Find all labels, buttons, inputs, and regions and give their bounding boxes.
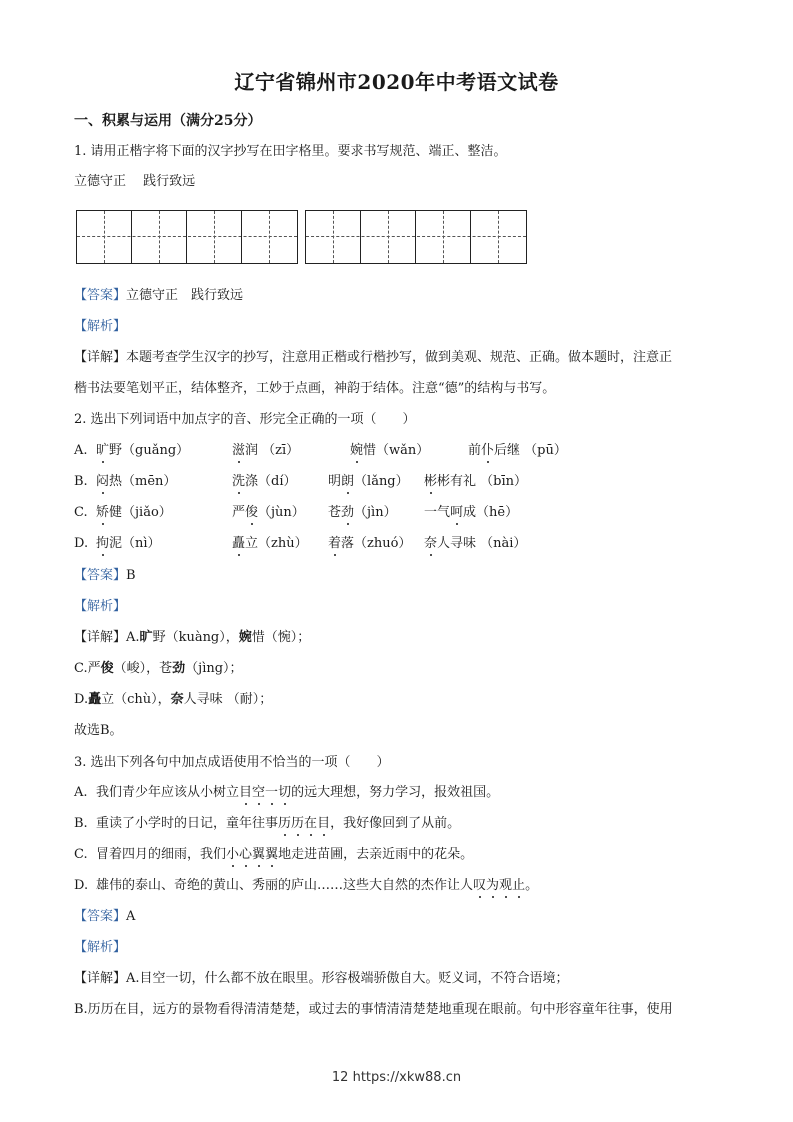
q2-option-a: [74, 442, 734, 460]
q2-detail-3: D.矗立（chù），奈人寻味 （耐）；: [74, 692, 273, 707]
q3-option-c: C. 冒着四月的细雨，我们小心翼翼地走进苗圃，去亲近雨中的花朵。: [74, 847, 474, 862]
option-item: 滋润 （zī）: [232, 443, 300, 458]
option-item: 婉惜（wǎn）: [350, 443, 430, 458]
q3-detail-1: 【详解】A.目空一切，什么都不放在眼里。形容极端骄傲自大。贬义词，不符合语境；: [74, 971, 569, 986]
q3-option-a: A. 我们青少年应该从小树立目空一切的远大理想，努力学习，报效祖国。: [74, 785, 500, 800]
option-item: 彬彬有礼 （bīn）: [424, 474, 528, 489]
q1-answer: [74, 287, 734, 305]
q3-option-b: B. 重读了小学时的日记，童年往事历历在目，我好像回到了从前。: [74, 816, 461, 831]
dotted-idiom: 叹为观止: [473, 878, 526, 893]
q1-prompt: 1. 请用正楷字将下面的汉字抄写在田字格里。要求书写规范、端正、整洁。: [74, 144, 507, 159]
q3-option-d: D. 雄伟的泰山、奇绝的黄山、秀丽的庐山……这些大自然的杰作让人叹为观止。: [74, 878, 539, 893]
answer-text: 立德守正 践行致远: [126, 288, 244, 303]
detail-tag: 【详解】: [74, 971, 127, 986]
q2-detail-4: 故选B。: [74, 723, 123, 738]
writing-grid-right[interactable]: [305, 210, 527, 264]
analysis-tag: 【解析】: [74, 599, 127, 614]
option-label: C.: [74, 505, 88, 520]
answer-tag: 【答案】: [74, 909, 127, 924]
option-item: 拘泥（nì）: [96, 536, 161, 551]
section-heading: 一、积累与运用（满分25分）: [74, 113, 262, 129]
option-item: 洗涤（dí）: [232, 474, 297, 489]
q2-option-c: [74, 504, 734, 522]
analysis-tag: 【解析】: [74, 319, 127, 334]
dotted-idiom: 历历在目: [278, 816, 331, 831]
q1-detail-2: 楷书法要笔划平正，结体整齐，工妙于点画，神韵于结体。注意“德”的结构与书写。: [74, 381, 556, 396]
answer-tag: 【答案】: [74, 568, 127, 583]
option-item: 奈人寻味 （nài）: [424, 536, 527, 551]
q3-detail-2: B.历历在目，远方的景物看得清清楚楚，或过去的事情清清楚楚地重现在眼前。句中形容童年往事，使用: [74, 1002, 673, 1017]
q1-words: 立德守正 践行致远: [74, 174, 196, 189]
q3-answer: [74, 908, 734, 926]
answer-text: B: [126, 568, 136, 583]
detail-tag: 【详解】: [74, 350, 127, 365]
option-item: 矫健（jiǎo）: [96, 505, 172, 520]
option-item: 旷野（guǎng）: [96, 443, 190, 458]
option-item: 一气呵成（hē）: [424, 505, 519, 520]
writing-grid-left[interactable]: [76, 210, 298, 264]
q2-answer: [74, 567, 734, 585]
option-item: 明朗（lǎng）: [328, 474, 409, 489]
detail-text: 本题考查学生汉字的抄写，注意用正楷或行楷抄写，做到美观、规范、正确。做本题时，注意正: [126, 350, 673, 365]
option-label: B.: [74, 474, 88, 489]
dotted-idiom: 小心翼翼: [226, 847, 279, 862]
option-item: 前仆后继 （pū）: [468, 443, 567, 458]
answer-tag: 【答案】: [74, 288, 127, 303]
option-item: 着落（zhuó）: [328, 536, 412, 551]
q1-detail-1: [74, 349, 734, 367]
answer-text: A: [126, 909, 136, 924]
q2-detail-1: 【详解】A.旷野（kuàng），婉惜（惋）；: [74, 630, 311, 645]
option-item: 苍劲（jìn）: [328, 505, 397, 520]
q2-option-d: [74, 535, 734, 553]
page-title: 辽宁省锦州市2020年中考语文试卷: [234, 70, 559, 94]
q3-prompt: 3. 选出下列各句中加点成语使用不恰当的一项（ ）: [74, 755, 390, 770]
q2-detail-2: C.严俊（峻），苍劲（jìng）；: [74, 661, 243, 676]
q2-option-b: [74, 473, 734, 491]
analysis-tag: 【解析】: [74, 940, 127, 955]
page-footer: 12 https://xkw88.cn: [331, 1070, 462, 1085]
option-label: D.: [74, 536, 89, 551]
q2-prompt: 2. 选出下列词语中加点字的音、形完全正确的一项（ ）: [74, 412, 416, 427]
option-label: A.: [74, 443, 88, 458]
dotted-idiom: 目空一切: [239, 785, 292, 800]
detail-tag: 【详解】: [74, 630, 127, 645]
option-item: 闷热（mēn）: [96, 474, 177, 489]
option-item: 矗立（zhù）: [232, 536, 308, 551]
option-item: 严俊（jùn）: [232, 505, 305, 520]
